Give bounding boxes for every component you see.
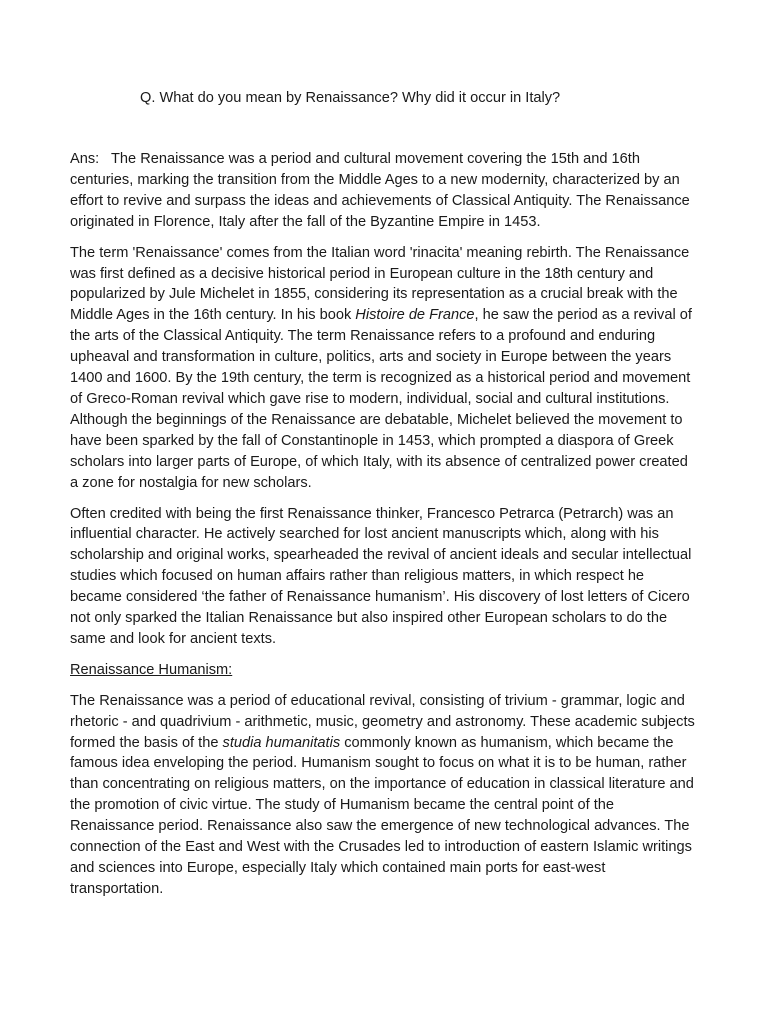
paragraph-term-origin-text-a: The term 'Renaissance' comes from the Italian word 'rinacita' meaning rebirth. The Renaissance was first defined as a decisive historical period in European culture in the 18th century and popularized by Jule Michelet in 1855, considering its representation as a crucial break with the Middle Ages in the 16th century. In his book — [70, 244, 690, 324]
answer-label: Ans: — [70, 151, 100, 167]
section-heading-humanism: Renaissance Humanism: — [70, 661, 233, 678]
paragraph-term-origin-text-b: , he saw the period as a revival of the arts of the Classical Antiquity. The term Renaissance refers to a profound and enduring upheaval and transformation in culture, politics, arts and society in Europe between the years 1400 and 1600. By the 19th century, the term is recognized as a historical period and movement of Greco-Roman revival which gave rise to modern, individual, social and cultural institutions. Although the beginnings of the Renaissance are debatable, Michelet believed the movement to have been sparked by the fall of Constantinople in 1453, which prompted a diaspora of Greek scholars into larger parts of Europe, of which Italy, with its absence of centralized power created a zone for nostalgia for new scholars. — [70, 307, 692, 491]
paragraph-humanism — [70, 691, 698, 900]
answer-body — [70, 149, 698, 910]
paragraph-petrarch: Often credited with being the first Renaissance thinker, Francesco Petrarca (Petrarch) was an influential character. He actively searched for lost ancient manuscripts which, along with his scholarship and original works, spearheaded the revival of ancient ideals and secular intellectual studies which focused on human affairs rather than religious matters, in which respect he became considered ‘the father of Renaissance humanism’. His discovery of lost letters of Cicero not only sparked the Italian Renaissance but also inspired other European scholars to do the same and look for ancient texts. — [70, 505, 692, 647]
paragraph-humanism-text-a: The Renaissance was a period of educational revival, consisting of trivium - grammar, logic and rhetoric - and quadrivium - arithmetic, music, geometry and astronomy. These academic subjects formed the basis of the — [70, 692, 695, 751]
paragraph-humanism-text-b: commonly known as humanism, which became the famous idea enveloping the period. Humanism sought to focus on what it is to be human, rather than concentrating on religious matters, on the importance of education in classical literature and the promotion of civic virtue. The study of Humanism became the central point of the Renaissance period. Renaissance also saw the emergence of new technological advances. The connection of the East and West with the Crusades led to introduction of eastern Islamic writings and sciences into Europe, especially Italy which contained main ports for east-west transportation. — [70, 734, 694, 897]
paragraph-intro — [70, 149, 698, 233]
latin-term: studia humanitatis — [222, 734, 341, 751]
question-heading: Q. What do you mean by Renaissance? Why did it occur in Italy? — [140, 90, 561, 106]
book-title: Histoire de France — [355, 307, 475, 324]
paragraph-intro-text: The Renaissance was a period and cultural movement covering the 15th and 16th centuries, marking the transition from the Middle Ages to a new modernity, characterized by an effort to revive and surpass the ideas and achievements of Classical Antiquity. The Renaissance originated in Florence, Italy after the fall of the Byzantine Empire in 1453. — [70, 151, 690, 230]
paragraph-term-origin — [70, 243, 698, 494]
